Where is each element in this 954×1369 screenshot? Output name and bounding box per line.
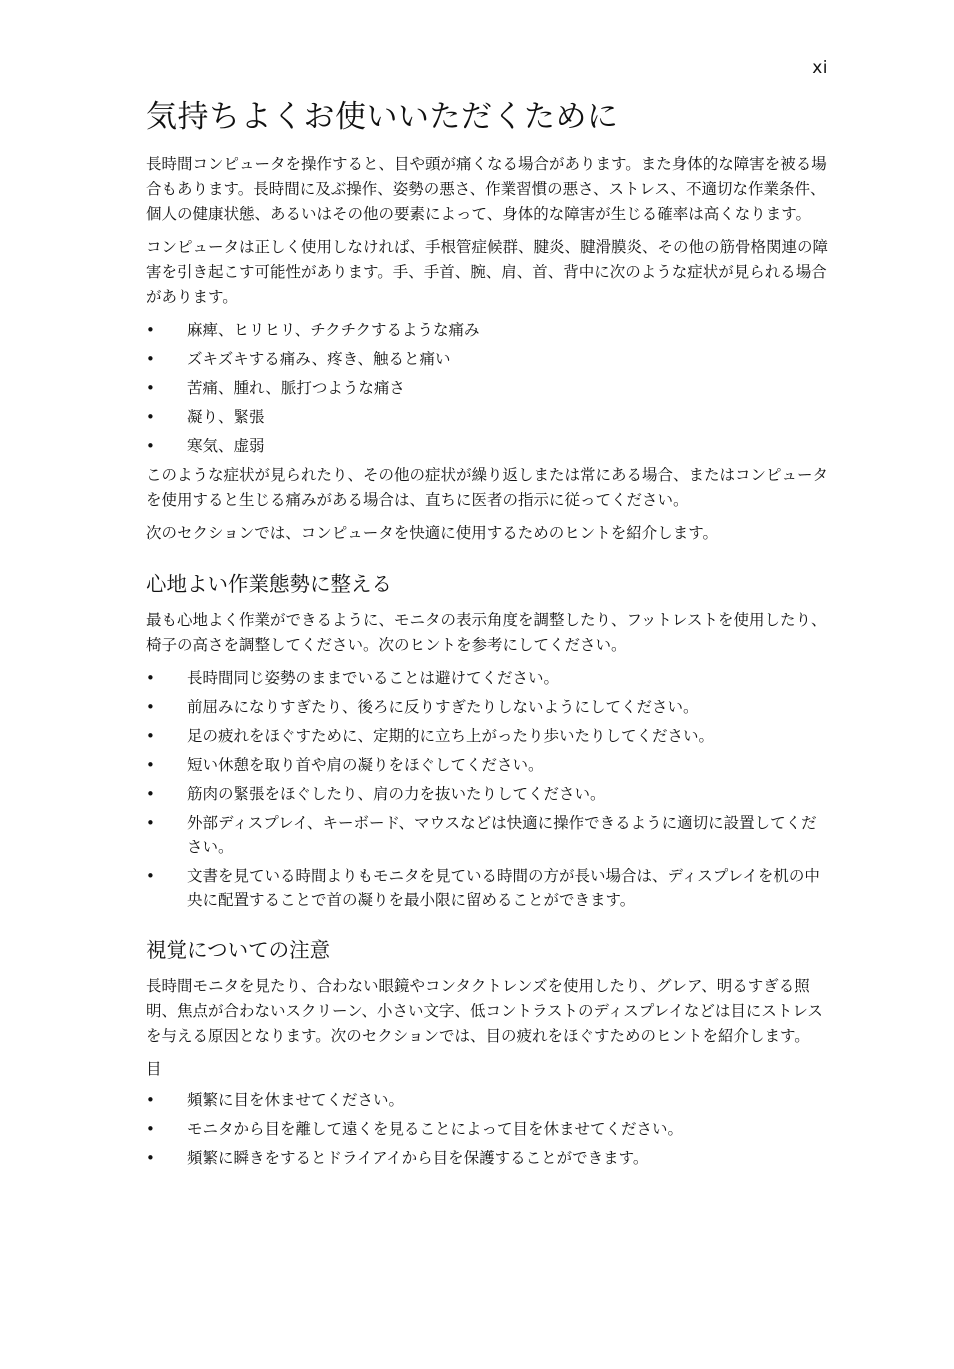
bullet-icon: • [146,1149,155,1167]
bullet-icon: • [146,1091,155,1109]
posture-tips-list [146,666,830,912]
list-item: • ズキズキする痛み、疼き、触ると痛い [146,347,830,371]
section-heading-posture: 心地よい作業態勢に整える [146,572,392,596]
list-item: • 苦痛、腫れ、脈打つような痛さ [146,376,830,400]
bullet-icon: • [146,867,155,885]
list-item: • 前屈みになりすぎたり、後ろに反りすぎたりしないようにしてください。 [146,695,830,719]
bullet-icon: • [146,437,155,455]
symptom-advice-paragraph: このような症状が見られたり、その他の症状が繰り返しまたは常にある場合、またはコンピュータを使用すると生じる痛みがある場合は、直ちに医者の指示に従ってください。 [146,466,829,509]
bullet-icon: • [146,785,155,803]
bullet-icon: • [146,814,155,832]
list-item: • 筋肉の緊張をほぐしたり、肩の力を抜いたりしてください。 [146,782,830,806]
bullet-icon: • [146,1120,155,1138]
bullet-icon: • [146,321,155,339]
section-intro-paragraph: 次のセクションでは、コンピュータを快適に使用するためのヒントを紹介します。 [146,524,718,542]
list-item: • 寒気、虚弱 [146,434,830,458]
list-item: • 凝り、緊張 [146,405,830,429]
list-item: • 文書を見ている時間よりもモニタを見ている時間の方が長い場合は、ディスプレイを机の中央に配置することで首の凝りを最小限に留めることができます。 [146,864,830,912]
page-title: 気持ちよくお使いいただくために [146,99,619,135]
subheading-eyes: 目 [146,1060,162,1078]
intro-paragraph-1: 長時間コンピュータを操作すると、目や頭が痛くなる場合があります。また身体的な障害を被る場合もあります。長時間に及ぶ操作、姿勢の悪さ、作業習慣の悪さ、ストレス、不適切な作業条件、個人の健康状態、あるいはその他の要素によって、身体的な障害が生じる確率は高くなります。 [146,155,827,223]
list-item: • 頻繁に瞬きをするとドライアイから目を保護することができます。 [146,1146,830,1170]
list-item: • 足の疲れをほぐすために、定期的に立ち上がったり歩いたりしてください。 [146,724,830,748]
symptom-list [146,318,830,458]
list-item: • 麻痺、ヒリヒリ、チクチクするような痛み [146,318,830,342]
list-item: • 頻繁に目を休ませてください。 [146,1088,830,1112]
vision-paragraph: 長時間モニタを見たり、合わない眼鏡やコンタクトレンズを使用したり、グレア、明るすぎる照明、焦点が合わないスクリーン、小さい文字、低コントラストのディスプレイなどは目にストレスを与える原因となります。次のセクションでは、目の疲れをほぐすためのヒントを紹介します。 [146,977,823,1045]
intro-paragraph-2: コンピュータは正しく使用しなければ、手根管症候群、腱炎、腱滑膜炎、その他の筋骨格関連の障害を引き起こす可能性があります。手、手首、腕、肩、首、背中に次のような症状が見られる場合があります。 [146,238,829,306]
bullet-icon: • [146,379,155,397]
bullet-icon: • [146,408,155,426]
list-item: • 外部ディスプレイ、キーボード、マウスなどは快適に操作できるように適切に設置してください。 [146,811,830,859]
posture-paragraph: 最も心地よく作業ができるように、モニタの表示角度を調整したり、フットレストを使用したり、椅子の高さを調整してください。次のヒントを参考にしてください。 [146,611,827,654]
bullet-icon: • [146,698,155,716]
section-heading-vision: 視覚についての注意 [146,938,331,962]
page-number: xi [812,58,828,78]
document-body [146,96,830,1175]
bullet-icon: • [146,350,155,368]
bullet-icon: • [146,756,155,774]
bullet-icon: • [146,669,155,687]
eye-tips-list [146,1088,830,1170]
list-item: • 長時間同じ姿勢のままでいることは避けてください。 [146,666,830,690]
list-item: • モニタから目を離して遠くを見ることによって目を休ませてください。 [146,1117,830,1141]
bullet-icon: • [146,727,155,745]
list-item: • 短い休憩を取り首や肩の凝りをほぐしてください。 [146,753,830,777]
